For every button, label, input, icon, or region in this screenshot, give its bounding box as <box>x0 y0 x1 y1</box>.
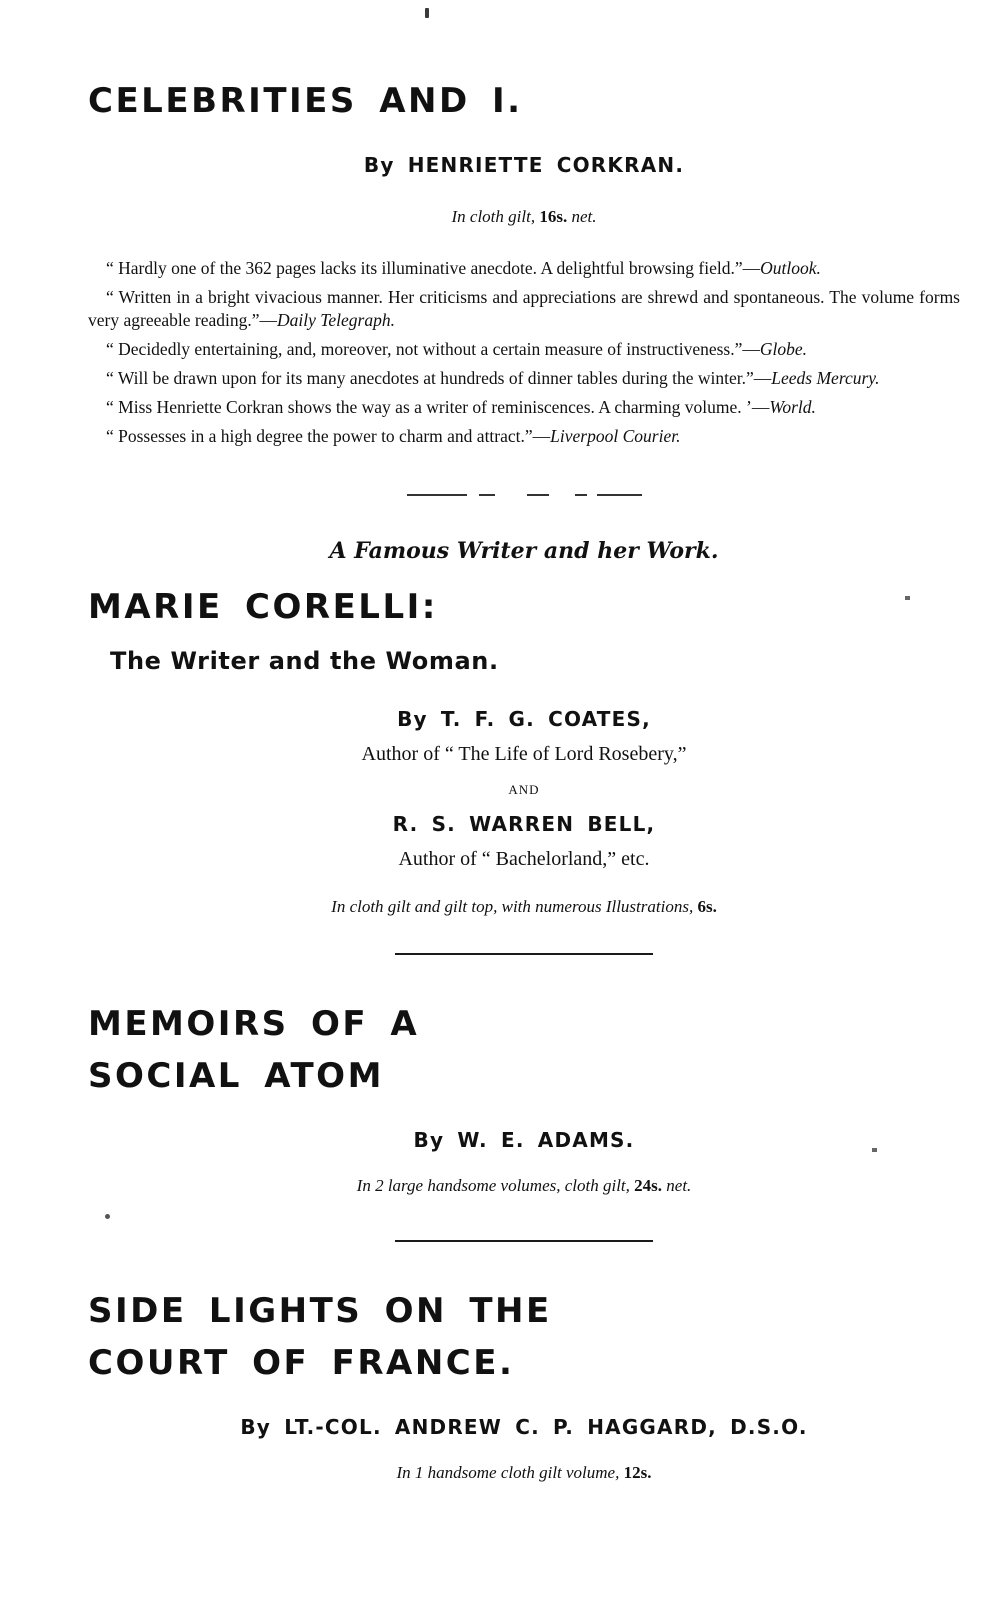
price-italic-prefix: In 2 large handsome volumes, cloth gilt, <box>356 1175 635 1195</box>
book-author-coates: By T. F. G. COATES, <box>397 706 651 731</box>
book-author-conjunction: AND <box>508 781 540 797</box>
section-divider-dashed <box>407 494 642 496</box>
book-title-celebrities: CELEBRITIES AND I. <box>88 81 523 121</box>
quote-text: “ Written in a bright vivacious manner. Her criticisms and appreciations are shrewd and spontaneous. The volume forms very agreeable reading.”— <box>88 286 960 330</box>
quote-source: Leeds Mercury. <box>771 367 880 388</box>
price-amount: 12s. <box>623 1462 652 1482</box>
price-italic-prefix: In cloth gilt, <box>451 206 540 226</box>
price-italic-prefix: In cloth gilt and gilt top, with numerous Illustrations, <box>331 896 698 916</box>
quote-text: “ Decidedly entertaining, and, moreover, not without a certain measure of instructiveness.”— <box>106 338 760 359</box>
press-quote <box>88 257 960 280</box>
quote-text: “ Hardly one of the 362 pages lacks its illuminative anecdote. A delightful browsing field.”— <box>106 257 761 278</box>
press-quote <box>88 286 960 332</box>
press-quote <box>88 396 960 419</box>
book-entry-celebrities-and-i <box>88 0 960 448</box>
book-price-marie-corelli <box>88 897 960 917</box>
book-author-side-lights: By LT.-COL. ANDREW C. P. HAGGARD, D.S.O. <box>240 1414 808 1439</box>
book-kicker-marie-corelli: A Famous Writer and her Work. <box>329 538 719 565</box>
book-author-memoirs: By W. E. ADAMS. <box>413 1127 635 1152</box>
book-title-side-lights-line2: COURT OF FRANCE. <box>88 1343 515 1384</box>
quote-source: Daily Telegraph. <box>277 309 395 330</box>
book-title-memoirs-line1: MEMOIRS OF A <box>88 1003 420 1044</box>
book-entry-marie-corelli <box>88 496 960 917</box>
book-price-memoirs <box>88 1176 960 1196</box>
quote-text: “ Will be drawn upon for its many anecdotes at hundreds of dinner tables during the winter.”— <box>106 367 772 388</box>
quote-source: Globe. <box>759 338 808 359</box>
quote-source: Outlook. <box>760 257 821 278</box>
quote-source: Liverpool Courier. <box>550 426 681 447</box>
quote-source: World. <box>769 396 816 417</box>
book-author-coates-credit: Author of “ The Life of Lord Rosebery,” <box>361 742 687 765</box>
book-title-marie-corelli: MARIE CORELLI: <box>88 587 438 628</box>
book-subtitle-marie-corelli: The Writer and the Woman. <box>110 646 499 675</box>
price-amount: 6s. <box>697 896 717 916</box>
book-author-bell: R. S. WARREN BELL, <box>392 811 656 836</box>
press-quote <box>88 425 960 448</box>
book-price-celebrities <box>88 207 960 227</box>
book-price-side-lights <box>88 1463 960 1483</box>
price-italic-suffix: net. <box>662 1175 692 1195</box>
book-title-memoirs-line2: SOCIAL ATOM <box>88 1056 384 1097</box>
price-amount: 16s. <box>539 206 568 226</box>
quote-text: “ Possesses in a high degree the power to charm and attract.”— <box>106 426 551 447</box>
press-quote <box>88 338 960 361</box>
press-quotes-list <box>88 257 960 449</box>
press-quote <box>88 367 960 390</box>
book-author-celebrities: By HENRIETTE CORKRAN. <box>363 152 685 177</box>
book-entry-side-lights <box>88 1242 960 1483</box>
book-title-side-lights-line1: SIDE LIGHTS ON THE <box>88 1290 552 1331</box>
price-amount: 24s. <box>634 1175 663 1195</box>
quote-text: “ Miss Henriette Corkran shows the way as a writer of reminiscences. A charming volume. ’— <box>106 396 770 417</box>
price-italic-prefix: In 1 handsome cloth gilt volume, <box>396 1462 624 1482</box>
book-author-bell-credit: Author of “ Bachelorland,” etc. <box>398 847 650 870</box>
price-italic-suffix: net. <box>567 206 597 226</box>
page-content <box>88 0 960 1483</box>
book-entry-memoirs-social-atom <box>88 955 960 1196</box>
